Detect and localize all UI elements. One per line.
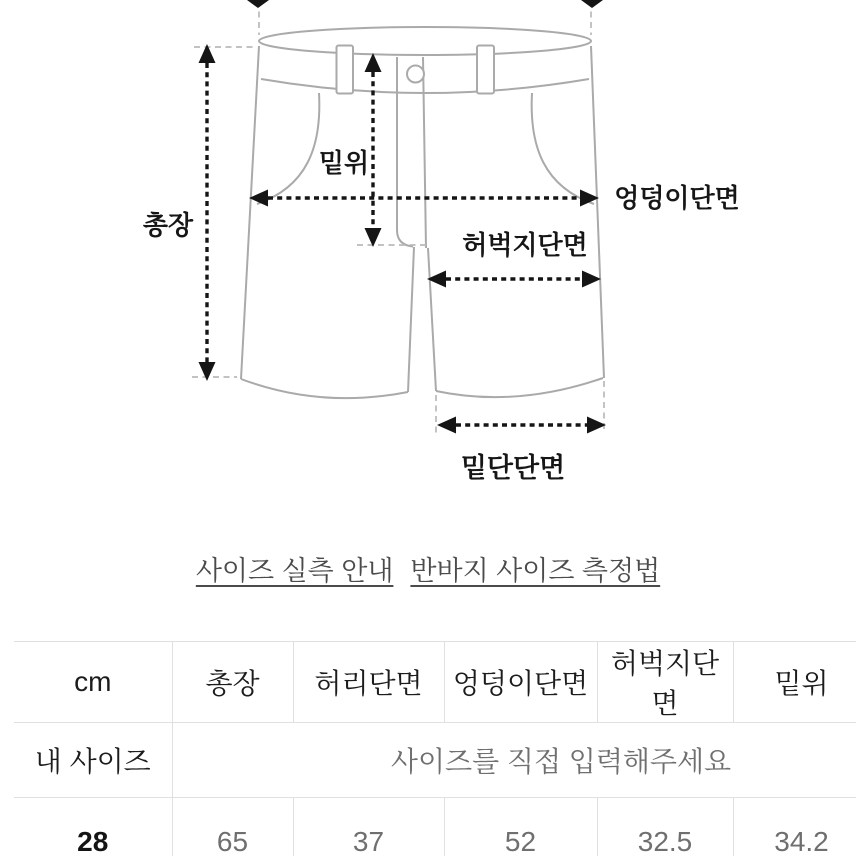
thigh-label: 허벅지단면 (462, 230, 588, 260)
measure-arrows (199, 0, 607, 434)
hip-value: 52 (444, 798, 597, 856)
my-size-label: 내 사이즈 (14, 723, 172, 798)
fly-right-line (423, 57, 426, 248)
size-table (14, 641, 856, 856)
hip-arrow (249, 190, 599, 207)
left-pocket (257, 93, 319, 204)
thigh-value: 32.5 (597, 798, 733, 856)
size-row-28[interactable] (14, 798, 856, 856)
total-length-label: 총장 (142, 210, 194, 240)
total-length-arrow (199, 44, 216, 381)
rise-value: 34.2 (733, 798, 856, 856)
fly-left-line (397, 57, 413, 247)
total-length-value: 65 (172, 798, 293, 856)
right-belt-loop (477, 46, 494, 94)
col-header-hip: 엉덩이단면 (444, 642, 597, 723)
left-outer-seam (241, 46, 259, 379)
size-table-header-row (14, 642, 856, 723)
size-value[interactable]: 28 (14, 798, 172, 856)
hem-label: 밑단단면 (460, 453, 566, 483)
col-header-thigh: 허벅지단면 (597, 642, 733, 723)
waistband-top (259, 27, 591, 55)
waist-arrow-left-tip (247, 0, 269, 8)
my-size-row (14, 723, 856, 798)
left-inseam (408, 247, 414, 392)
left-belt-loop (337, 46, 354, 94)
right-inseam (428, 248, 436, 391)
hem-arrow (437, 417, 606, 434)
size-guide-links (0, 549, 856, 588)
col-header-waist: 허리단면 (293, 642, 444, 723)
right-hem (436, 378, 603, 397)
thigh-arrow (427, 271, 601, 288)
left-hem (241, 379, 408, 398)
right-pocket (532, 93, 594, 204)
hip-label: 엉덩이단면 (614, 183, 740, 213)
button-icon (407, 66, 424, 83)
col-header-total-length: 총장 (172, 642, 293, 723)
waist-arrow-right-tip (581, 0, 603, 8)
waist-value: 37 (293, 798, 444, 856)
shorts-measure-method-link[interactable]: 반바지 사이즈 측정법 (410, 556, 661, 586)
right-outer-seam (591, 46, 604, 378)
waistband-bottom (261, 79, 589, 93)
size-guide-link[interactable]: 사이즈 실측 안내 (195, 556, 394, 586)
col-header-rise: 밑위 (733, 642, 856, 723)
col-header-unit: cm (14, 642, 172, 723)
shorts-outline (241, 27, 604, 398)
rise-label: 밑위 (318, 148, 370, 178)
my-size-input-cell[interactable]: 사이즈를 직접 입력해주세요 (172, 723, 856, 798)
size-table-section (14, 641, 856, 856)
